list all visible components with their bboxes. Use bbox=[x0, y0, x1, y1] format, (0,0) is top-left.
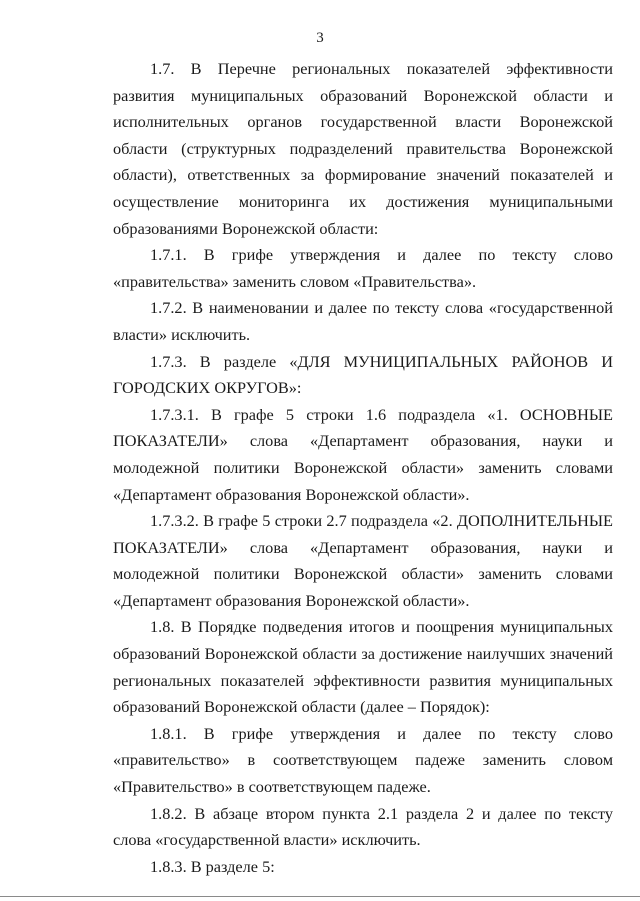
paragraph-1-8-1: 1.8.1. В грифе утверждения и далее по тексту слово «правительство» в соответствующем падеже заменить словом «Правительство» в соответствующем падеже. bbox=[113, 723, 613, 797]
paragraph-1-8-3: 1.8.3. В разделе 5: bbox=[150, 856, 275, 876]
paragraph-1-7-2: 1.7.2. В наименовании и далее по тексту слова «государственной власти» исключить. bbox=[113, 298, 613, 344]
paragraph-1-7: 1.7. В Перечне региональных показателей эффективности развития муниципальных образований Воронежской области и исполнительных органов государственной власти Воронежской области (структурных подразделений правительства Воронежской области), ответственных за формирование значений показателей и осуществление мониторинга их достижения муниципальными образованиями Воронежской области: bbox=[113, 59, 613, 238]
page-bottom-edge bbox=[0, 896, 640, 897]
paragraph-1-8: 1.8. В Порядке подведения итогов и поощрения муниципальных образований Воронежской области за достижение наилучших значений региональных показателей эффективности развития муниципальных образований Воронежской области (далее – Порядок): bbox=[113, 617, 613, 717]
page-number: 3 bbox=[316, 30, 324, 46]
paragraph-1-8-2: 1.8.2. В абзаце втором пункта 2.1 раздела 2 и далее по тексту слова «государственной власти» исключить. bbox=[113, 803, 613, 850]
paragraph-1-7-3-2: 1.7.3.2. В графе 5 строки 2.7 подраздела «2. ДОПОЛНИТЕЛЬНЫЕ ПОКАЗАТЕЛИ» слова «Департамент образования, науки и молодежной политики Воронежской области» заменить словами «Департамент образования Воронежской области». bbox=[113, 511, 613, 610]
paragraph-1-7-1: 1.7.1. В грифе утверждения и далее по тексту слово «правительства» заменить словом «Правительства». bbox=[113, 245, 613, 291]
document-body bbox=[113, 56, 613, 880]
paragraph-1-7-3-1: 1.7.3.1. В графе 5 строки 1.6 подраздела «1. ОСНОВНЫЕ ПОКАЗАТЕЛИ» слова «Департамент образования, науки и молодежной политики Воронежской области» заменить словами «Департамент образования Воронежской области». bbox=[113, 404, 613, 504]
paragraph-1-7-3: 1.7.3. В разделе «ДЛЯ МУНИЦИПАЛЬНЫХ РАЙОНОВ И ГОРОДСКИХ ОКРУГОВ»: bbox=[113, 351, 613, 398]
